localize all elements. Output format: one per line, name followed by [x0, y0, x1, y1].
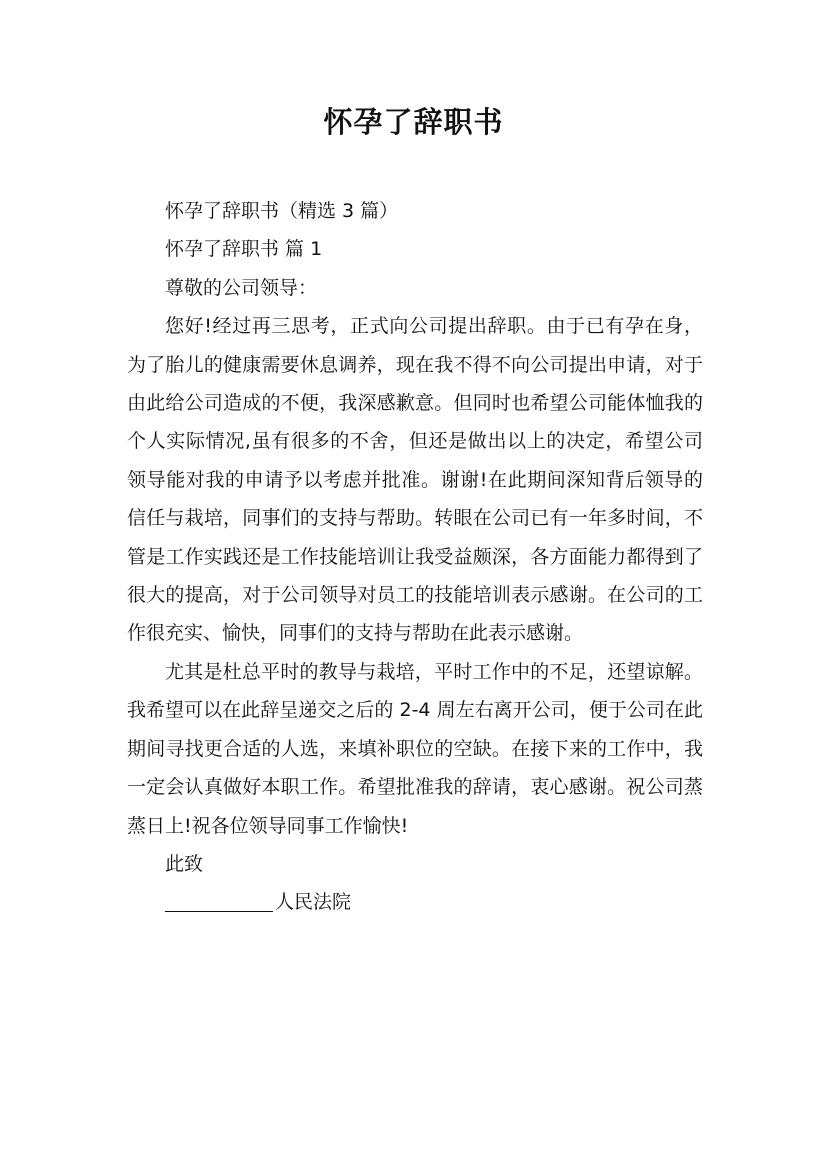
- section-heading: 怀孕了辞职书 篇 1: [165, 238, 323, 261]
- salutation: 尊敬的公司领导：: [165, 276, 318, 299]
- body-paragraph-1: 您好!经过再三思考，正式向公司提出辞职。由于已有孕在身，为了胎儿的健康需要休息调养，现在我不得不向公司提出申请，对于由此给公司造成的不便，我深感歉意。但同时也希望公司能体恤我的个人实际情况,虽有很多的不舍，但还是做出以上的决定，希望公司领导能对我的申请予以考虑并批准。谢谢!在此期间深知背后领导的信任与栽培，同事们的支持与帮助。转眼在公司已有一年多时间，不管是工作实践还是工作技能培训让我受益颇深，各方面能力都得到了很大的提高，对于公司领导对员工的技能培训表示感谢。在公司的工作很充实、愉快，同事们的支持与帮助在此表示感谢。: [127, 315, 703, 645]
- recipient-blank: [165, 910, 273, 912]
- closing: 此致: [165, 852, 204, 875]
- recipient: 人民法院: [275, 891, 352, 914]
- recipient-line: [127, 883, 703, 921]
- document-body: [127, 192, 703, 922]
- document-title: 怀孕了辞职书: [323, 105, 504, 139]
- body-paragraph-2: 尤其是杜总平时的教导与栽培，平时工作中的不足，还望谅解。我希望可以在此辞呈递交之后的 2-4 周左右离开公司，便于公司在此期间寻找更合适的人选，来填补职位的空缺。在接下来的工作中，我一定会认真做好本职工作。希望批准我的辞请，衷心感谢。祝公司蒸蒸日上!祝各位领导同事工作愉快!: [127, 660, 703, 837]
- document-subtitle: 怀孕了辞职书（精选 3 篇）: [165, 200, 399, 222]
